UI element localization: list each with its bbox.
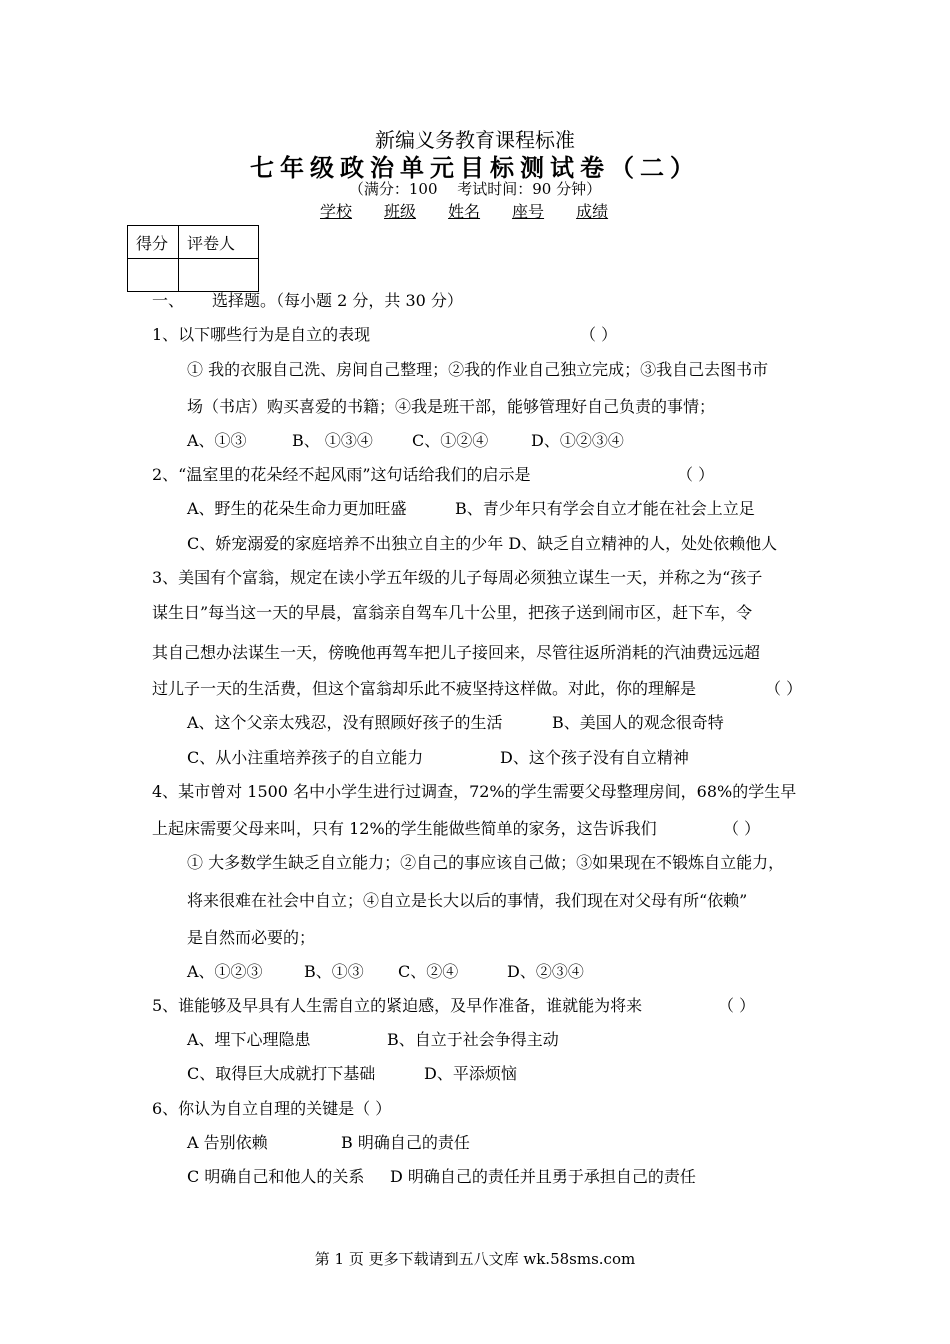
q4-statements-line: ① 大多数学生缺乏自立能力；②自己的事应该自己做；③如果现在不锻炼自立能力， <box>187 853 785 872</box>
q1-option-b: B、 ①③④ <box>292 431 373 450</box>
q3-option-a: A、这个父亲太残忍，没有照顾好孩子的生活 <box>187 713 503 732</box>
q1-statements-line: 场（书店）购买喜爱的书籍；④我是班干部，能够管理好自己负责的事情； <box>187 397 716 416</box>
q3-option-c: C、从小注重培养孩子的自立能力 <box>187 748 424 767</box>
exam-meta: （满分：100 考试时间：90 分钟） <box>348 180 602 198</box>
q6-option-c: C 明确自己和他人的关系 <box>187 1167 365 1186</box>
q4-statements-line: 将来很难在社会中自立；④自立是长大以后的事情，我们现在对父母有所“依赖” <box>187 891 748 910</box>
grader-cell[interactable] <box>179 259 259 292</box>
q1-option-d: D、①②③④ <box>531 431 624 450</box>
q5-option-c: C、取得巨大成就打下基础 <box>187 1064 376 1083</box>
q5-option-a: A、埋下心理隐患 <box>187 1030 311 1049</box>
section-number: 一、 <box>152 291 185 310</box>
q2-option-b: B、青少年只有学会自立才能在社会上立足 <box>455 499 755 518</box>
field-name: 姓名 <box>448 202 481 221</box>
q4-option-a: A、①②③ <box>187 962 263 981</box>
page-footer: 第 1 页 更多下载请到五八文库 wk.58sms.com <box>314 1250 636 1268</box>
q6-option-d: D 明确自己的责任并且勇于承担自己的责任 <box>390 1167 696 1186</box>
answer-bracket-2: （ ） <box>677 465 715 484</box>
q3-option-b: B、美国人的观念很奇特 <box>552 713 724 732</box>
field-score: 成绩 <box>576 202 609 221</box>
q4-option-b: B、①③ <box>304 962 364 981</box>
answer-bracket-4: （ ） <box>723 819 761 838</box>
field-school: 学校 <box>320 202 353 221</box>
score-header: 得分 <box>128 226 179 259</box>
q2-option-a: A、野生的花朵生命力更加旺盛 <box>187 499 407 518</box>
q5-option-d: D、平添烦恼 <box>424 1064 517 1083</box>
q2-option-cd: C、娇宠溺爱的家庭培养不出独立自主的少年 D、缺乏自立精神的人，处处依赖他人 <box>187 534 778 553</box>
q3-option-d: D、这个孩子没有自立精神 <box>500 748 689 767</box>
question-3-cont: 过儿子一天的生活费，但这个富翁却乐此不疲坚持这样做。对此，你的理解是 <box>152 679 697 698</box>
question-5: 5、谁能够及早具有人生需自立的紧迫感，及早作准备，谁就能为将来 <box>152 996 643 1015</box>
q4-option-d: D、②③④ <box>507 962 584 981</box>
exam-title: 七年级政治单元目标测试卷（二） <box>250 153 700 182</box>
q4-statements-line: 是自然而必要的； <box>187 928 316 947</box>
question-4: 4、某市曾对 1500 名中小学生进行过调查，72%的学生需要父母整理房间，68%的学生早 <box>152 782 797 801</box>
question-6: 6、你认为自立自理的关键是（ ） <box>152 1099 392 1118</box>
question-3-cont: 谋生日”每当这一天的早晨，富翁亲自驾车几十公里，把孩子送到闹市区，赶下车，令 <box>152 603 753 622</box>
question-4-cont: 上起床需要父母来叫，只有 12%的学生能做些简单的家务，这告诉我们 <box>152 819 657 838</box>
question-3-cont: 其自己想办法谋生一天，傍晚他再驾车把儿子接回来，尽管往返所消耗的汽油费远远超 <box>152 643 761 662</box>
q1-option-c: C、①②④ <box>412 431 489 450</box>
q4-option-c: C、②④ <box>398 962 459 981</box>
exam-series-subtitle: 新编义务教育课程标准 <box>375 128 575 152</box>
field-seat: 座号 <box>512 202 545 221</box>
score-cell[interactable] <box>128 259 179 292</box>
q5-option-b: B、自立于社会争得主动 <box>387 1030 559 1049</box>
q1-statements-line: ① 我的衣服自己洗、房间自己整理；②我的作业自己独立完成；③我自己去图书市 <box>187 360 769 379</box>
field-class: 班级 <box>384 202 417 221</box>
answer-bracket-1: （ ） <box>580 325 618 344</box>
answer-bracket-5: （ ） <box>718 996 756 1015</box>
q6-option-a: A 告别依赖 <box>187 1133 268 1152</box>
grader-header: 评卷人 <box>179 226 259 259</box>
q6-option-b: B 明确自己的责任 <box>341 1133 470 1152</box>
q1-option-a: A、①③ <box>187 431 247 450</box>
question-2: 2、“温室里的花朵经不起风雨”这句话给我们的启示是 <box>152 465 531 484</box>
section-title: 选择题。（每小题 2 分，共 30 分） <box>212 291 463 310</box>
question-1: 1、以下哪些行为是自立的表现 <box>152 325 371 344</box>
score-table <box>127 225 259 292</box>
student-info-fields <box>320 202 608 222</box>
answer-bracket-3: （ ） <box>765 679 803 698</box>
question-3: 3、美国有个富翁，规定在读小学五年级的儿子每周必须独立谋生一天，并称之为“孩子 <box>152 568 763 587</box>
